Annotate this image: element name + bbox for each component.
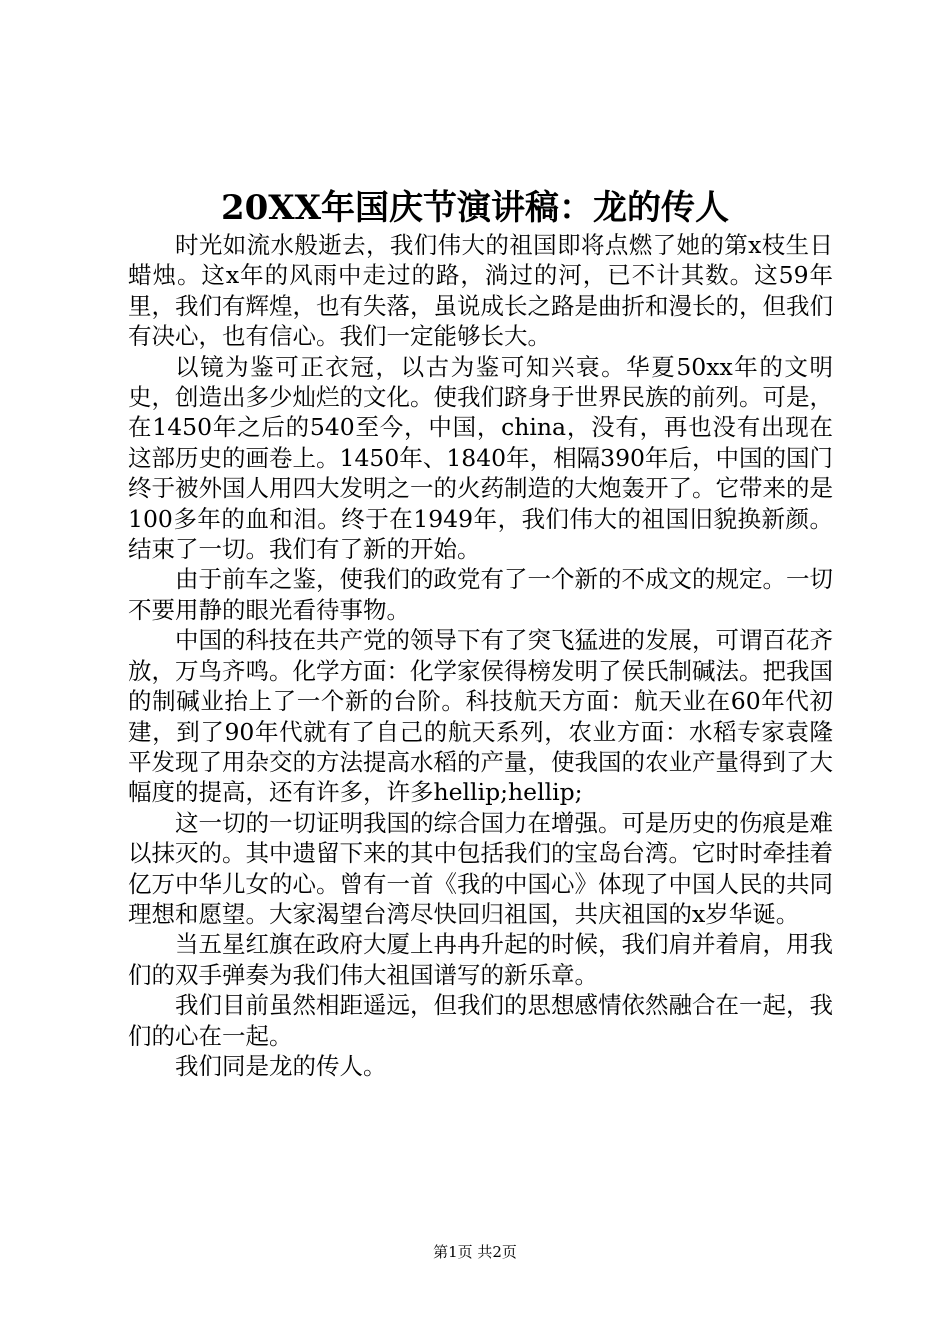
paragraph: 时光如流水般逝去，我们伟大的祖国即将点燃了她的第x枝生日蜡烛。这x年的风雨中走过的路，淌过的河，已不计其数。这59年里，我们有辉煌，也有失落，虽说成长之路是曲折和漫长的，但我们有决心，也有信心。我们一定能够长大。	[128, 231, 833, 351]
paragraph: 以镜为鉴可正衣冠，以古为鉴可知兴衰。华夏50xx年的文明史，创造出多少灿烂的文化。使我们跻身于世界民族的前列。可是，在1450年之后的540至今，中国，china，没有，再也没有出现在这部历史的画卷上。1450年、1840年，相隔390年后，中国的国门终于被外国人用四大发明之一的火药制造的大炮轰开了。它带来的是100多年的血和泪。终于在1949年，我们伟大的祖国旧貌换新颜。结束了一切。我们有了新的开始。	[128, 352, 833, 564]
paragraph: 我们同是龙的传人。	[175, 1051, 387, 1080]
page-footer: 第1页 共2页	[433, 1243, 517, 1261]
paragraph: 当五星红旗在政府大厦上冉冉升起的时候，我们肩并着肩，用我们的双手弹奏为我们伟大祖国谱写的新乐章。	[128, 930, 833, 989]
paragraph: 由于前车之鉴，使我们的政党有了一个新的不成文的规定。一切不要用静的眼光看待事物。	[128, 565, 833, 624]
paragraph: 中国的科技在共产党的领导下有了突飞猛进的发展，可谓百花齐放，万鸟齐鸣。化学方面：化学家侯得榜发明了侯氏制碱法。把我国的制碱业抬上了一个新的台阶。科技航天方面：航天业在60年代初建，到了90年代就有了自己的航天系列，农业方面：水稻专家袁隆平发现了用杂交的方法提高水稻的产量，使我国的农业产量得到了大幅度的提高，还有许多，许多hellip;hellip;	[128, 626, 833, 807]
document-body	[128, 230, 833, 1081]
document-title: 20XX年国庆节演讲稿：龙的传人	[220, 188, 730, 228]
paragraph: 这一切的一切证明我国的综合国力在增强。可是历史的伤痕是难以抹灭的。其中遗留下来的其中包括我们的宝岛台湾。它时时牵挂着亿万中华儿女的心。曾有一首《我的中国心》体现了中国人民的共同理想和愿望。大家渴望台湾尽快回归祖国，共庆祖国的x岁华诞。	[128, 808, 833, 928]
paragraph: 我们目前虽然相距遥远，但我们的思想感情依然融合在一起，我们的心在一起。	[128, 991, 833, 1050]
